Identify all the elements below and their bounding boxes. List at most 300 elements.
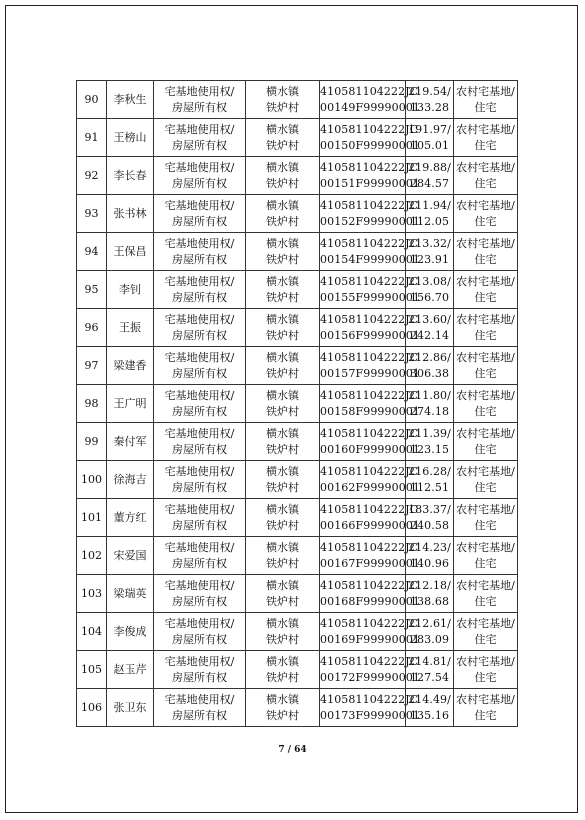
parcel-code-cell: [320, 119, 421, 157]
usage-line: 住宅: [474, 328, 497, 342]
location-cell: [246, 81, 320, 119]
area-line: 306.38: [409, 366, 450, 380]
right-type-line: 宅基地使用权/: [164, 312, 235, 326]
usage-line: 农村宅基地/: [456, 540, 515, 554]
usage-line: 农村宅基地/: [456, 616, 515, 630]
area-cell: [406, 233, 454, 271]
row-number-cell: 97: [77, 347, 107, 385]
right-type-line: 房屋所有权: [172, 480, 227, 494]
right-type-line: 宅基地使用权/: [164, 502, 235, 516]
usage-cell: [454, 119, 518, 157]
parcel-code-line: 410581104222JC: [320, 388, 419, 402]
usage-line: 住宅: [474, 518, 497, 532]
location-line: 铁炉村: [266, 518, 299, 532]
right-type-line: 房屋所有权: [172, 670, 227, 684]
location-line: 横水镇: [266, 274, 299, 288]
right-type-line: 房屋所有权: [172, 176, 227, 190]
page-number: 7 / 64: [278, 745, 307, 755]
area-line: 214.49/: [408, 692, 451, 706]
row-number-cell: 103: [77, 575, 107, 613]
area-line: 240.58: [409, 518, 450, 532]
usage-line: 农村宅基地/: [456, 84, 515, 98]
area-cell: [406, 195, 454, 233]
parcel-code-line: 00169F99990001: [320, 632, 421, 646]
location-line: 铁炉村: [266, 480, 299, 494]
area-cell: [406, 309, 454, 347]
area-cell: [406, 537, 454, 575]
right-type-line: 房屋所有权: [172, 328, 227, 342]
area-cell: [406, 385, 454, 423]
location-cell: [246, 157, 320, 195]
owner-name-cell: 张书林: [107, 195, 154, 233]
right-type-line: 房屋所有权: [172, 404, 227, 418]
row-number-cell: 99: [77, 423, 107, 461]
parcel-code-line: 410581104222JC: [320, 350, 419, 364]
table-row: [77, 651, 518, 689]
right-type-line: 宅基地使用权/: [164, 540, 235, 554]
area-line: 183.37/: [408, 502, 451, 516]
usage-cell: [454, 499, 518, 537]
row-number-cell: 96: [77, 309, 107, 347]
area-cell: [406, 575, 454, 613]
right-type-cell: [154, 309, 246, 347]
parcel-code-cell: [320, 385, 421, 423]
table-row: [77, 195, 518, 233]
owner-name-cell: 张卫东: [107, 689, 154, 727]
table-row: [77, 689, 518, 727]
location-line: 横水镇: [266, 350, 299, 364]
parcel-code-line: 00154F99990001: [320, 252, 421, 266]
location-line: 横水镇: [266, 198, 299, 212]
row-number-cell: 94: [77, 233, 107, 271]
usage-line: 农村宅基地/: [456, 122, 515, 136]
parcel-code-cell: [320, 651, 421, 689]
right-type-line: 房屋所有权: [172, 708, 227, 722]
area-line: 283.09: [409, 632, 450, 646]
table-row: [77, 613, 518, 651]
area-line: 138.68: [409, 594, 450, 608]
location-line: 横水镇: [266, 122, 299, 136]
parcel-code-line: 00149F99990001: [320, 100, 421, 114]
location-line: 横水镇: [266, 312, 299, 326]
usage-line: 住宅: [474, 100, 497, 114]
right-type-line: 房屋所有权: [172, 252, 227, 266]
table-row: [77, 309, 518, 347]
usage-cell: [454, 81, 518, 119]
owner-name-cell: 董方红: [107, 499, 154, 537]
right-type-line: 房屋所有权: [172, 594, 227, 608]
parcel-code-line: 00172F99990001: [320, 670, 421, 684]
usage-line: 住宅: [474, 404, 497, 418]
usage-line: 农村宅基地/: [456, 160, 515, 174]
location-cell: [246, 613, 320, 651]
area-cell: [406, 423, 454, 461]
right-type-line: 宅基地使用权/: [164, 350, 235, 364]
area-line: 133.28: [409, 100, 450, 114]
right-type-cell: [154, 81, 246, 119]
area-line: 105.01: [409, 138, 450, 152]
right-type-cell: [154, 689, 246, 727]
parcel-code-line: 410581104222JC: [320, 464, 419, 478]
location-cell: [246, 233, 320, 271]
right-type-cell: [154, 651, 246, 689]
right-type-line: 房屋所有权: [172, 214, 227, 228]
location-line: 铁炉村: [266, 176, 299, 190]
location-line: 横水镇: [266, 388, 299, 402]
usage-line: 农村宅基地/: [456, 388, 515, 402]
location-line: 铁炉村: [266, 138, 299, 152]
parcel-code-line: 00155F99990001: [320, 290, 421, 304]
right-type-line: 房屋所有权: [172, 290, 227, 304]
usage-cell: [454, 461, 518, 499]
location-cell: [246, 309, 320, 347]
usage-line: 农村宅基地/: [456, 236, 515, 250]
usage-line: 农村宅基地/: [456, 426, 515, 440]
area-line: 214.23/: [408, 540, 451, 554]
right-type-line: 宅基地使用权/: [164, 236, 235, 250]
location-line: 铁炉村: [266, 556, 299, 570]
area-line: 219.54/: [408, 84, 451, 98]
parcel-code-line: 410581104222JC: [320, 198, 419, 212]
location-line: 铁炉村: [266, 632, 299, 646]
right-type-line: 宅基地使用权/: [164, 388, 235, 402]
usage-line: 住宅: [474, 176, 497, 190]
owner-name-cell: 赵玉芹: [107, 651, 154, 689]
area-line: 112.05: [409, 214, 450, 228]
parcel-code-line: 410581104222JC: [320, 122, 419, 136]
location-cell: [246, 461, 320, 499]
row-number-cell: 104: [77, 613, 107, 651]
right-type-line: 房屋所有权: [172, 100, 227, 114]
usage-line: 住宅: [474, 594, 497, 608]
row-number-cell: 98: [77, 385, 107, 423]
right-type-line: 宅基地使用权/: [164, 692, 235, 706]
usage-cell: [454, 689, 518, 727]
area-cell: [406, 119, 454, 157]
row-number-cell: 105: [77, 651, 107, 689]
row-number-cell: 93: [77, 195, 107, 233]
table-row: [77, 537, 518, 575]
usage-cell: [454, 233, 518, 271]
usage-line: 农村宅基地/: [456, 464, 515, 478]
location-line: 铁炉村: [266, 670, 299, 684]
usage-line: 住宅: [474, 214, 497, 228]
area-cell: [406, 347, 454, 385]
location-line: 铁炉村: [266, 708, 299, 722]
right-type-cell: [154, 271, 246, 309]
right-type-line: 宅基地使用权/: [164, 84, 235, 98]
table-row: [77, 347, 518, 385]
right-type-line: 宅基地使用权/: [164, 616, 235, 630]
usage-line: 住宅: [474, 442, 497, 456]
area-line: 216.28/: [408, 464, 451, 478]
right-type-cell: [154, 233, 246, 271]
area-cell: [406, 271, 454, 309]
location-line: 铁炉村: [266, 100, 299, 114]
area-line: 212.86/: [408, 350, 451, 364]
location-line: 铁炉村: [266, 594, 299, 608]
usage-cell: [454, 537, 518, 575]
usage-line: 农村宅基地/: [456, 654, 515, 668]
area-line: 274.18: [409, 404, 450, 418]
location-line: 铁炉村: [266, 404, 299, 418]
parcel-code-line: 00162F99990001: [320, 480, 421, 494]
owner-name-cell: 李钊: [107, 271, 154, 309]
area-line: 213.60/: [408, 312, 451, 326]
usage-cell: [454, 309, 518, 347]
right-type-line: 房屋所有权: [172, 556, 227, 570]
parcel-code-line: 00158F99990001: [320, 404, 421, 418]
owner-name-cell: 李秋生: [107, 81, 154, 119]
table-row: [77, 461, 518, 499]
parcel-code-line: 410581104222JC: [320, 654, 419, 668]
area-cell: [406, 651, 454, 689]
location-cell: [246, 195, 320, 233]
right-type-cell: [154, 575, 246, 613]
owner-name-cell: 梁建香: [107, 347, 154, 385]
location-line: 横水镇: [266, 502, 299, 516]
parcel-code-line: 410581104222JC: [320, 616, 419, 630]
registry-table: [76, 80, 518, 727]
owner-name-cell: 秦付军: [107, 423, 154, 461]
location-cell: [246, 537, 320, 575]
owner-name-cell: 梁瑞英: [107, 575, 154, 613]
usage-line: 农村宅基地/: [456, 198, 515, 212]
location-line: 横水镇: [266, 426, 299, 440]
owner-name-cell: 王保昌: [107, 233, 154, 271]
location-cell: [246, 423, 320, 461]
area-line: 156.70: [409, 290, 450, 304]
parcel-code-cell: [320, 347, 421, 385]
right-type-line: 宅基地使用权/: [164, 578, 235, 592]
location-line: 铁炉村: [266, 290, 299, 304]
usage-line: 住宅: [474, 632, 497, 646]
parcel-code-line: 410581104222JC: [320, 236, 419, 250]
right-type-cell: [154, 385, 246, 423]
parcel-code-line: 00151F99990001: [320, 176, 421, 190]
usage-cell: [454, 613, 518, 651]
area-line: 135.16: [409, 708, 450, 722]
parcel-code-line: 00150F99990001: [320, 138, 421, 152]
parcel-code-line: 410581104222JC: [320, 312, 419, 326]
usage-cell: [454, 651, 518, 689]
location-cell: [246, 385, 320, 423]
parcel-code-line: 410581104222JC: [320, 502, 419, 516]
location-cell: [246, 651, 320, 689]
parcel-code-cell: [320, 461, 421, 499]
owner-name-cell: 徐海吉: [107, 461, 154, 499]
usage-cell: [454, 385, 518, 423]
usage-line: 农村宅基地/: [456, 274, 515, 288]
right-type-line: 宅基地使用权/: [164, 198, 235, 212]
owner-name-cell: 王振: [107, 309, 154, 347]
area-line: 212.61/: [408, 616, 451, 630]
parcel-code-line: 00156F99990001: [320, 328, 421, 342]
area-line: 211.39/: [408, 426, 451, 440]
location-line: 横水镇: [266, 616, 299, 630]
usage-line: 住宅: [474, 670, 497, 684]
location-cell: [246, 499, 320, 537]
parcel-code-line: 410581104222JC: [320, 426, 419, 440]
usage-cell: [454, 271, 518, 309]
parcel-code-line: 00166F99990001: [320, 518, 421, 532]
area-line: 123.91: [409, 252, 450, 266]
location-line: 横水镇: [266, 160, 299, 174]
parcel-code-cell: [320, 309, 421, 347]
usage-line: 农村宅基地/: [456, 578, 515, 592]
parcel-code-cell: [320, 423, 421, 461]
parcel-code-line: 00168F99990001: [320, 594, 421, 608]
right-type-cell: [154, 423, 246, 461]
parcel-code-cell: [320, 233, 421, 271]
row-number-cell: 92: [77, 157, 107, 195]
right-type-cell: [154, 347, 246, 385]
area-line: 112.51: [409, 480, 450, 494]
usage-line: 住宅: [474, 366, 497, 380]
area-line: 211.80/: [408, 388, 451, 402]
location-line: 横水镇: [266, 540, 299, 554]
location-line: 横水镇: [266, 578, 299, 592]
parcel-code-cell: [320, 613, 421, 651]
right-type-line: 房屋所有权: [172, 442, 227, 456]
right-type-line: 宅基地使用权/: [164, 274, 235, 288]
usage-line: 住宅: [474, 708, 497, 722]
row-number-cell: 102: [77, 537, 107, 575]
right-type-line: 宅基地使用权/: [164, 426, 235, 440]
location-cell: [246, 347, 320, 385]
parcel-code-line: 410581104222JC: [320, 692, 419, 706]
usage-cell: [454, 195, 518, 233]
usage-line: 农村宅基地/: [456, 692, 515, 706]
row-number-cell: 106: [77, 689, 107, 727]
right-type-cell: [154, 157, 246, 195]
right-type-line: 房屋所有权: [172, 632, 227, 646]
right-type-cell: [154, 461, 246, 499]
location-line: 铁炉村: [266, 328, 299, 342]
right-type-line: 宅基地使用权/: [164, 464, 235, 478]
area-cell: [406, 461, 454, 499]
right-type-cell: [154, 613, 246, 651]
location-line: 横水镇: [266, 464, 299, 478]
owner-name-cell: 李长春: [107, 157, 154, 195]
area-cell: [406, 157, 454, 195]
owner-name-cell: 王榜山: [107, 119, 154, 157]
parcel-code-line: 410581104222JC: [320, 84, 419, 98]
area-line: 214.81/: [408, 654, 451, 668]
location-line: 铁炉村: [266, 366, 299, 380]
table-row: [77, 157, 518, 195]
usage-line: 农村宅基地/: [456, 312, 515, 326]
parcel-code-line: 00157F99990001: [320, 366, 421, 380]
parcel-code-line: 00167F99990001: [320, 556, 421, 570]
parcel-code-line: 410581104222JC: [320, 578, 419, 592]
location-cell: [246, 575, 320, 613]
area-line: 284.57: [409, 176, 450, 190]
area-line: 211.94/: [408, 198, 451, 212]
location-line: 横水镇: [266, 654, 299, 668]
usage-line: 住宅: [474, 290, 497, 304]
location-line: 横水镇: [266, 236, 299, 250]
row-number-cell: 100: [77, 461, 107, 499]
usage-cell: [454, 423, 518, 461]
location-line: 横水镇: [266, 692, 299, 706]
area-line: 219.88/: [408, 160, 451, 174]
area-cell: [406, 689, 454, 727]
location-line: 铁炉村: [266, 442, 299, 456]
row-number-cell: 101: [77, 499, 107, 537]
table-row: [77, 499, 518, 537]
right-type-line: 宅基地使用权/: [164, 122, 235, 136]
usage-line: 农村宅基地/: [456, 350, 515, 364]
right-type-cell: [154, 195, 246, 233]
area-line: 242.14: [409, 328, 450, 342]
table-row: [77, 385, 518, 423]
area-line: 191.97/: [408, 122, 451, 136]
right-type-line: 宅基地使用权/: [164, 654, 235, 668]
parcel-code-cell: [320, 195, 421, 233]
area-line: 213.32/: [408, 236, 451, 250]
right-type-line: 宅基地使用权/: [164, 160, 235, 174]
area-cell: [406, 613, 454, 651]
parcel-code-line: 410581104222JC: [320, 540, 419, 554]
parcel-code-line: 410581104222JC: [320, 274, 419, 288]
area-cell: [406, 81, 454, 119]
location-cell: [246, 119, 320, 157]
parcel-code-line: 00173F99990001: [320, 708, 421, 722]
area-line: 213.08/: [408, 274, 451, 288]
table-row: [77, 575, 518, 613]
table-row: [77, 119, 518, 157]
area-line: 127.54: [409, 670, 450, 684]
area-line: 212.18/: [408, 578, 451, 592]
parcel-code-cell: [320, 689, 421, 727]
right-type-line: 房屋所有权: [172, 366, 227, 380]
table-row: [77, 233, 518, 271]
table-row: [77, 423, 518, 461]
right-type-cell: [154, 499, 246, 537]
usage-line: 住宅: [474, 138, 497, 152]
usage-line: 住宅: [474, 556, 497, 570]
location-line: 铁炉村: [266, 214, 299, 228]
parcel-code-cell: [320, 537, 421, 575]
parcel-code-line: 410581104222JC: [320, 160, 419, 174]
right-type-cell: [154, 537, 246, 575]
parcel-code-line: 00160F99990001: [320, 442, 421, 456]
parcel-code-cell: [320, 499, 421, 537]
usage-line: 农村宅基地/: [456, 502, 515, 516]
row-number-cell: 95: [77, 271, 107, 309]
right-type-cell: [154, 119, 246, 157]
owner-name-cell: 李俊成: [107, 613, 154, 651]
location-cell: [246, 271, 320, 309]
parcel-code-cell: [320, 81, 421, 119]
parcel-code-line: 00152F99990001: [320, 214, 421, 228]
usage-line: 住宅: [474, 480, 497, 494]
row-number-cell: 90: [77, 81, 107, 119]
usage-cell: [454, 575, 518, 613]
area-cell: [406, 499, 454, 537]
right-type-line: 房屋所有权: [172, 138, 227, 152]
usage-cell: [454, 157, 518, 195]
owner-name-cell: 宋爱国: [107, 537, 154, 575]
location-line: 铁炉村: [266, 252, 299, 266]
table-row: [77, 271, 518, 309]
table-body: [77, 81, 518, 727]
parcel-code-cell: [320, 157, 421, 195]
owner-name-cell: 王广明: [107, 385, 154, 423]
parcel-code-cell: [320, 575, 421, 613]
right-type-line: 房屋所有权: [172, 518, 227, 532]
